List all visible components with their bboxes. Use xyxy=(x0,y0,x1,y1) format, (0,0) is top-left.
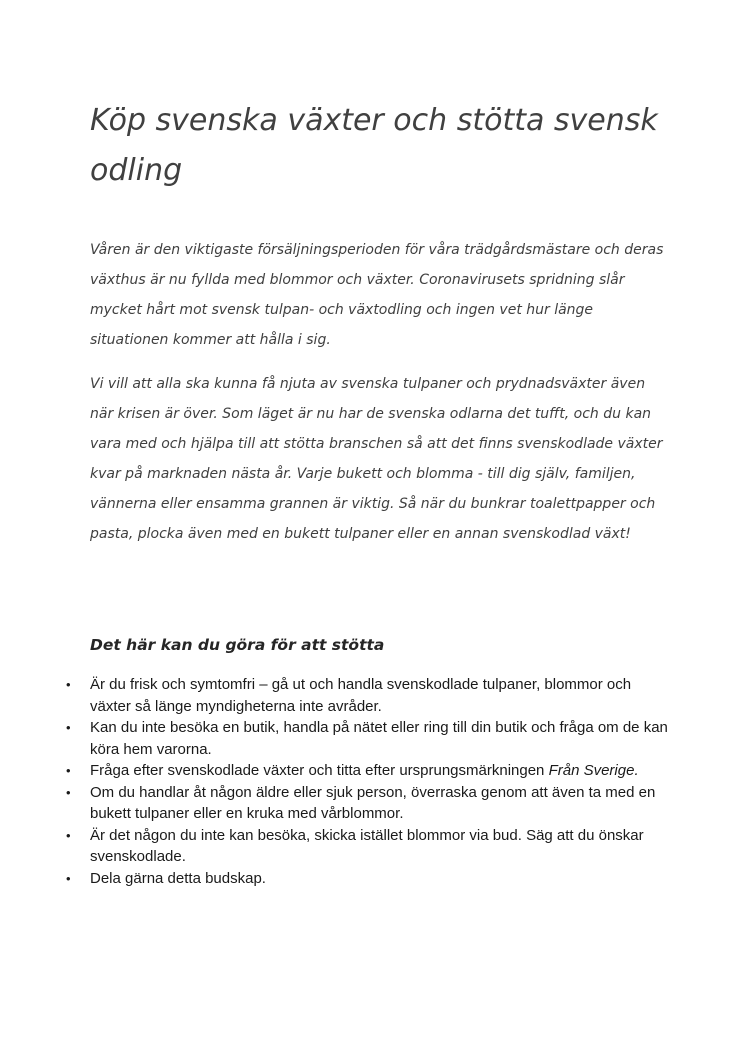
bullet-icon: • xyxy=(66,827,71,843)
bullet-icon: • xyxy=(66,763,71,778)
list-item-text: Fråga efter svenskodlade växter och titta efter ursprungsmärkningen xyxy=(90,762,545,779)
list-item-text: Är det någon du inte kan besöka, skicka istället blommor via bud. Säg att du önskar svenskodlade. xyxy=(90,826,644,865)
list-item xyxy=(66,760,670,782)
list-item-text: Dela gärna detta budskap. xyxy=(90,869,266,887)
intro-paragraph-2: Vi vill att alla ska kunna få njuta av svenska tulpaner och prydnadsväxter även när krisen är över. Som läget är nu har de svenska odlarna det tufft, och du kan vara med och hjälpa till att stötta branschen så att det finns svenskodlade växter kvar på marknaden nästa år. Varje bukett och blomma - till dig själv, familjen, vännerna eller ensamma grannen är viktig. Så när du bunkrar toalettpapper och pasta, plocka även med en bukett tulpaner eller en annan svenskodlad växt! xyxy=(90,376,663,542)
list-item-text: Är du frisk och symtomfri – gå ut och handla svenskodlade tulpaner, blommor och växter så länge myndigheterna inte avråder. xyxy=(90,676,632,715)
list-item-text: Om du handlar åt någon äldre eller sjuk person, överraska genom att även ta med en bukett tulpaner eller en kruka med vårblommor. xyxy=(90,783,656,822)
section-heading: Det här kan du göra för att stötta xyxy=(90,636,385,654)
list-item xyxy=(66,868,670,890)
list-item xyxy=(66,825,670,868)
list-item xyxy=(66,782,670,825)
list-item xyxy=(66,674,670,717)
bullet-icon: • xyxy=(66,784,71,800)
bullet-icon: • xyxy=(66,677,71,692)
origin-label-emphasis: Från Sverige. xyxy=(548,762,639,779)
list-item-text: Kan du inte besöka en butik, handla på nätet eller ring till din butik och fråga om de kan köra hem varorna. xyxy=(90,719,668,758)
list-item xyxy=(66,717,670,760)
page-title: Köp svenska växter och stötta svensk odling xyxy=(90,103,658,188)
intro-paragraph-1: Våren är den viktigaste försäljningsperioden för våra trädgårdsmästare och deras växthus är nu fyllda med blommor och växter. Coronavirusets spridning slår mycket hårt mot svensk tulpan- och växtodling och ingen vet hur länge situationen kommer att hålla i sig. xyxy=(90,242,664,348)
support-list xyxy=(66,674,670,889)
bullet-icon: • xyxy=(66,870,71,886)
bullet-icon: • xyxy=(66,720,71,735)
